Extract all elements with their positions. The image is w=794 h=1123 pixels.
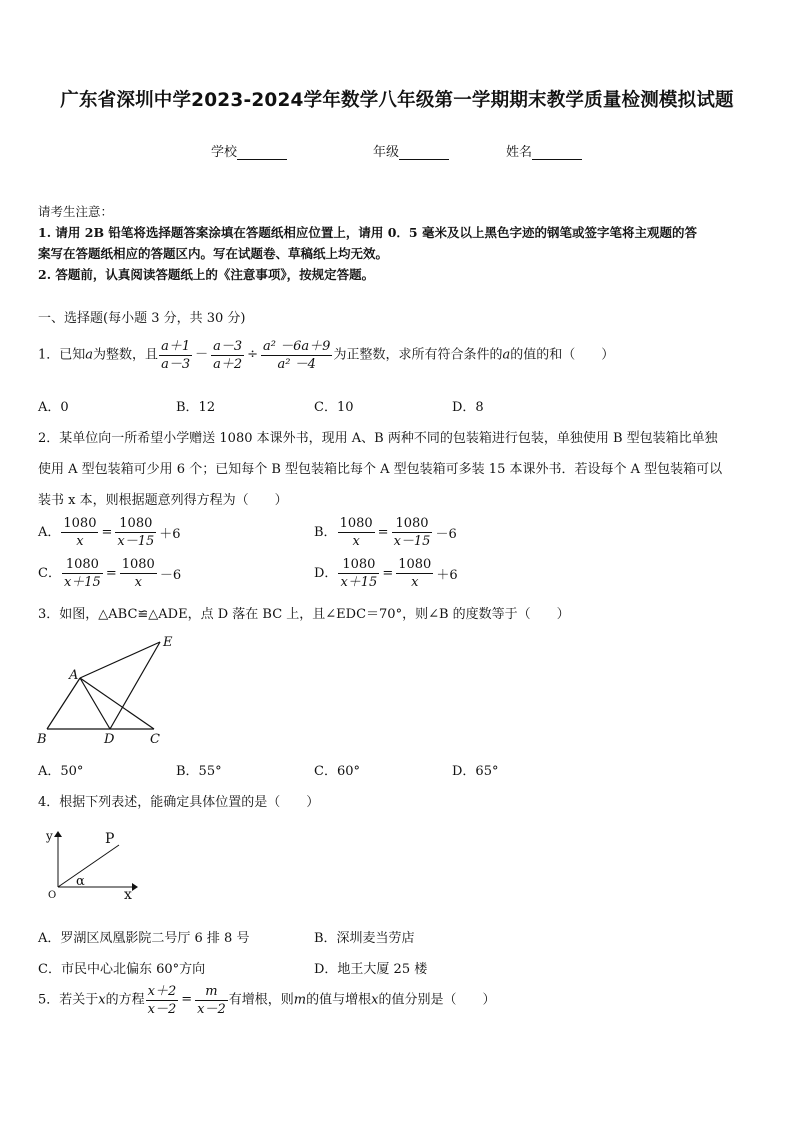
q3-segment-ab <box>47 678 80 729</box>
q2-option-a[interactable]: A． $\frac{1080}{x}$ = $\frac{1080}{x-15}$ ＋6 <box>38 516 181 549</box>
q1-option-a[interactable]: A．0 <box>38 400 69 415</box>
q1-fraction-1: $\frac{a+1}{a-3}$ <box>161 338 191 372</box>
name-label: 姓名 <box>506 145 533 160</box>
q2-option-b[interactable]: B． $\frac{1080}{x}$ = $\frac{1080}{x-15}$ －6 <box>314 516 457 549</box>
q1-option-b[interactable]: B．12 <box>176 400 216 415</box>
q3-segment-ad <box>80 678 110 729</box>
school-blank[interactable] <box>237 145 287 160</box>
q4-label-p: P <box>105 831 115 847</box>
q4-label-y: y <box>46 829 53 843</box>
name-blank[interactable] <box>532 145 582 160</box>
q3-label-b: B <box>37 732 47 747</box>
q3-triangle-figure <box>30 630 180 750</box>
grade-field[interactable] <box>373 141 449 160</box>
school-field[interactable] <box>211 141 287 160</box>
q4-x-arrow <box>132 883 138 891</box>
q4-label-x: x <box>124 887 132 903</box>
q5-fraction-right: $\frac{m}{x-2}$ <box>197 983 226 1017</box>
q4-ray-op <box>58 845 119 887</box>
question-5-stem: 5．若关于x的方程 $\frac{x+2}{x-2}$ = $\frac{m}{x-2}$ 有增根，则m的值与增根x的值分别是（ ） <box>38 983 496 1017</box>
q3-label-c: C <box>150 732 160 747</box>
q1-option-c[interactable]: C．10 <box>314 400 354 415</box>
question-2-line-2: 使用 A 型包装箱可少用 6 个；已知每个 B 型包装箱比每个 A 型包装箱可多装 15 本课外书．若设每个 A 型包装箱可以 <box>38 462 723 477</box>
grade-blank[interactable] <box>399 145 449 160</box>
question-2-line-3: 装书 x 本，则根据题意列得方程为（ ） <box>38 493 288 508</box>
q2-option-c[interactable]: C． $\frac{1080}{x+15}$ = $\frac{1080}{x}$ －6 <box>38 557 182 590</box>
notice-line-1a: 1. 请用 2B 铅笔将选择题答案涂填在答题纸相应位置上，请用 0．5 毫米及以上黑色字迹的钢笔或签字笔将主观题的答 <box>38 225 697 240</box>
q4-label-o: O <box>48 890 57 901</box>
name-field[interactable] <box>506 141 582 160</box>
question-4-stem: 4．根据下列表述，能确定具体位置的是（ ） <box>38 795 320 810</box>
q1-option-d[interactable]: D．8 <box>452 400 484 415</box>
q3-option-c[interactable]: C．60° <box>314 764 360 779</box>
question-1-stem: 1．已知a为整数，且 $\frac{a+1}{a-3}$ － $\frac{a-3}{a+2}$ ÷ $\frac{\text{a² －6a＋9}}{\text{a² －4}}$ 为正整数，求所有符合条件的a的值的和（ ） <box>38 338 615 372</box>
page-title: 广东省深圳中学2023-2024学年数学八年级第一学期期末教学质量检测模拟试题 <box>60 90 734 111</box>
q3-label-d: D <box>104 732 115 747</box>
q4-coordinate-figure <box>38 823 148 908</box>
q1-fraction-3: $\frac{\text{a² －6a＋9}}{\text{a² －4}}$ <box>263 338 331 372</box>
notice-line-1b: 案写在答题纸相应的答题区内。写在试题卷、草稿纸上均无效。 <box>38 246 389 261</box>
q3-option-b[interactable]: B．55° <box>176 764 222 779</box>
notice-line-2: 2. 答题前，认真阅读答题纸上的《注意事项》，按规定答题。 <box>38 267 375 282</box>
section-heading: 一、选择题(每小题 3 分，共 30 分) <box>38 311 246 326</box>
q4-label-alpha: α <box>76 874 85 889</box>
q5-fraction-left: $\frac{x+2}{x-2}$ <box>147 983 177 1017</box>
q3-label-e: E <box>163 635 173 650</box>
q2-option-d[interactable]: D． $\frac{1080}{x+15}$ = $\frac{1080}{x}$ ＋6 <box>314 557 458 590</box>
q3-option-d[interactable]: D．65° <box>452 764 499 779</box>
grade-label: 年级 <box>373 145 400 160</box>
q4-option-d[interactable]: D．地王大厦 25 楼 <box>314 962 428 977</box>
school-label: 学校 <box>211 145 238 160</box>
q3-segment-ac <box>80 678 154 729</box>
question-3-stem: 3．如图，△ABC≌△ADE，点 D 落在 BC 上，且∠EDC＝70°，则∠B 的度数等于（ ） <box>38 607 570 622</box>
q1-fraction-2: $\frac{a-3}{a+2}$ <box>213 338 243 372</box>
q4-option-b[interactable]: B．深圳麦当劳店 <box>314 931 415 946</box>
question-2-line-1: 2．某单位向一所希望小学赠送 1080 本课外书，现用 A、B 两种不同的包装箱进行包装，单独使用 B 型包装箱比单独 <box>38 431 718 446</box>
q3-option-a[interactable]: A．50° <box>38 764 84 779</box>
notice-heading: 请考生注意： <box>38 204 114 219</box>
q4-y-arrow <box>54 831 62 837</box>
q3-label-a: A <box>69 668 79 683</box>
q4-option-a[interactable]: A．罗湖区凤凰影院二号厅 6 排 8 号 <box>38 931 250 946</box>
q3-segment-ae <box>80 642 160 678</box>
q4-option-c[interactable]: C．市民中心北偏东 60°方向 <box>38 962 206 977</box>
